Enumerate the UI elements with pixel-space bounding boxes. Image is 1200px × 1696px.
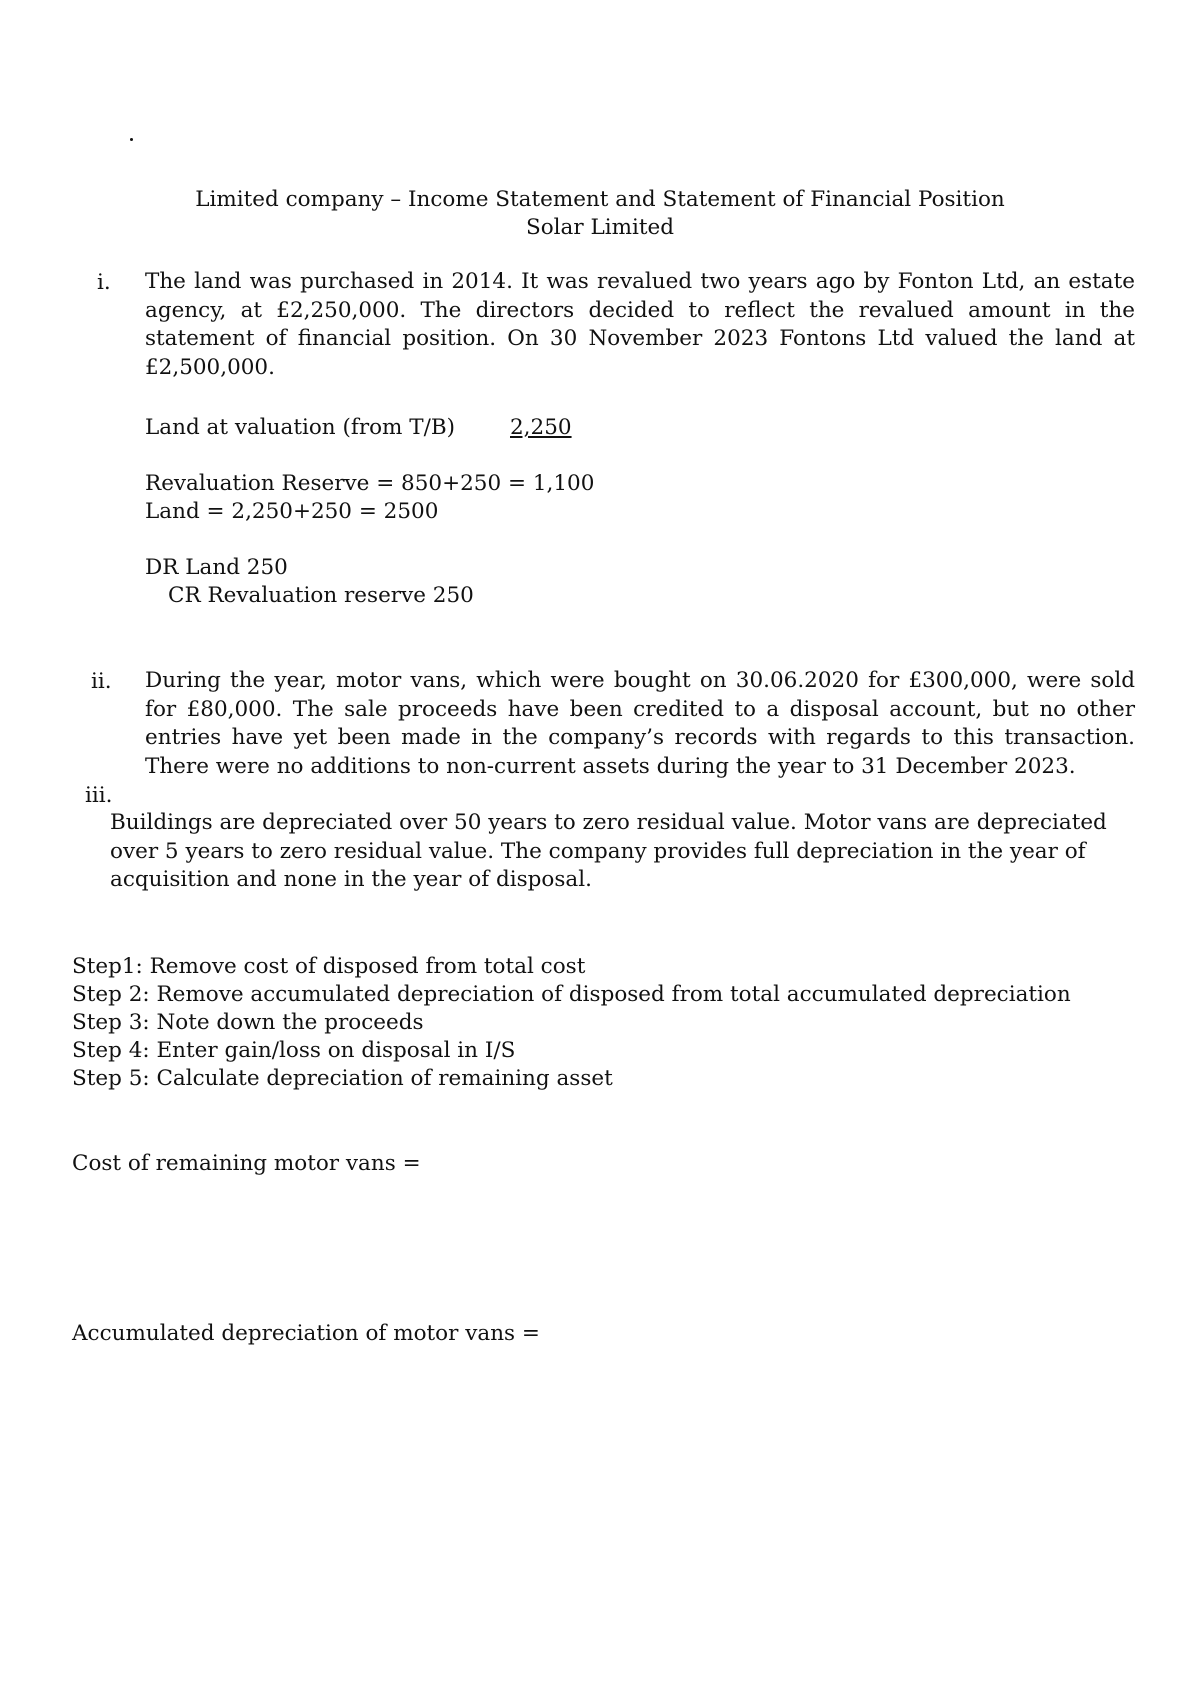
land-line: Land = 2,250+250 = 2500 (145, 499, 439, 524)
item-iii-text: Buildings are depreciated over 50 years to zero residual value. Motor vans are depreciated over 5 years to zero residual value. The company provides full depreciation in the year of acquisition and none in the year of disposal. (110, 810, 1107, 892)
journal-debit-line: DR Land 250 (145, 555, 288, 580)
step-4: Step 4: Enter gain/loss on disposal in I/S (72, 1038, 516, 1063)
revaluation-reserve-line: Revaluation Reserve = 850+250 = 1,100 (145, 471, 595, 496)
step-5: Step 5: Calculate depreciation of remaining asset (72, 1066, 613, 1091)
step-2: Step 2: Remove accumulated depreciation of disposed from total accumulated depreciation (72, 982, 1071, 1007)
item-i-text: The land was purchased in 2014. It was revalued two years ago by Fonton Ltd, an estate agency, at £2,250,000. The directors decided to reflect the revalued amount in the statement of financial position. On 30 November 2023 Fontons Ltd valued the land at £2,500,000. (145, 269, 1135, 380)
land-valuation-value: 2,250 (510, 415, 572, 440)
item-i-marker: i. (97, 270, 111, 295)
item-iii-marker: iii. (85, 783, 113, 808)
cost-remaining-line: Cost of remaining motor vans = (72, 1151, 421, 1176)
item-ii-marker: ii. (91, 669, 112, 694)
land-valuation-label: Land at valuation (from T/B) (145, 415, 456, 440)
company-name: Solar Limited (525, 215, 675, 240)
item-ii-text: During the year, motor vans, which were bought on 30.06.2020 for £300,000, were sold for £80,000. The sale proceeds have been credited to a disposal account, but no other entries have yet been made in the company’s records with regards to this transaction. There were no additions to non-current assets during the year to 31 December 2023. (145, 668, 1135, 779)
page-title: Limited company – Income Statement and Statement of Financial Position (195, 187, 1005, 212)
step-1: Step1: Remove cost of disposed from total cost (72, 954, 586, 979)
stray-dot (130, 138, 133, 141)
accumulated-depreciation-line: Accumulated depreciation of motor vans = (72, 1321, 540, 1346)
step-3: Step 3: Note down the proceeds (72, 1010, 424, 1035)
journal-credit-line: CR Revaluation reserve 250 (168, 583, 474, 608)
